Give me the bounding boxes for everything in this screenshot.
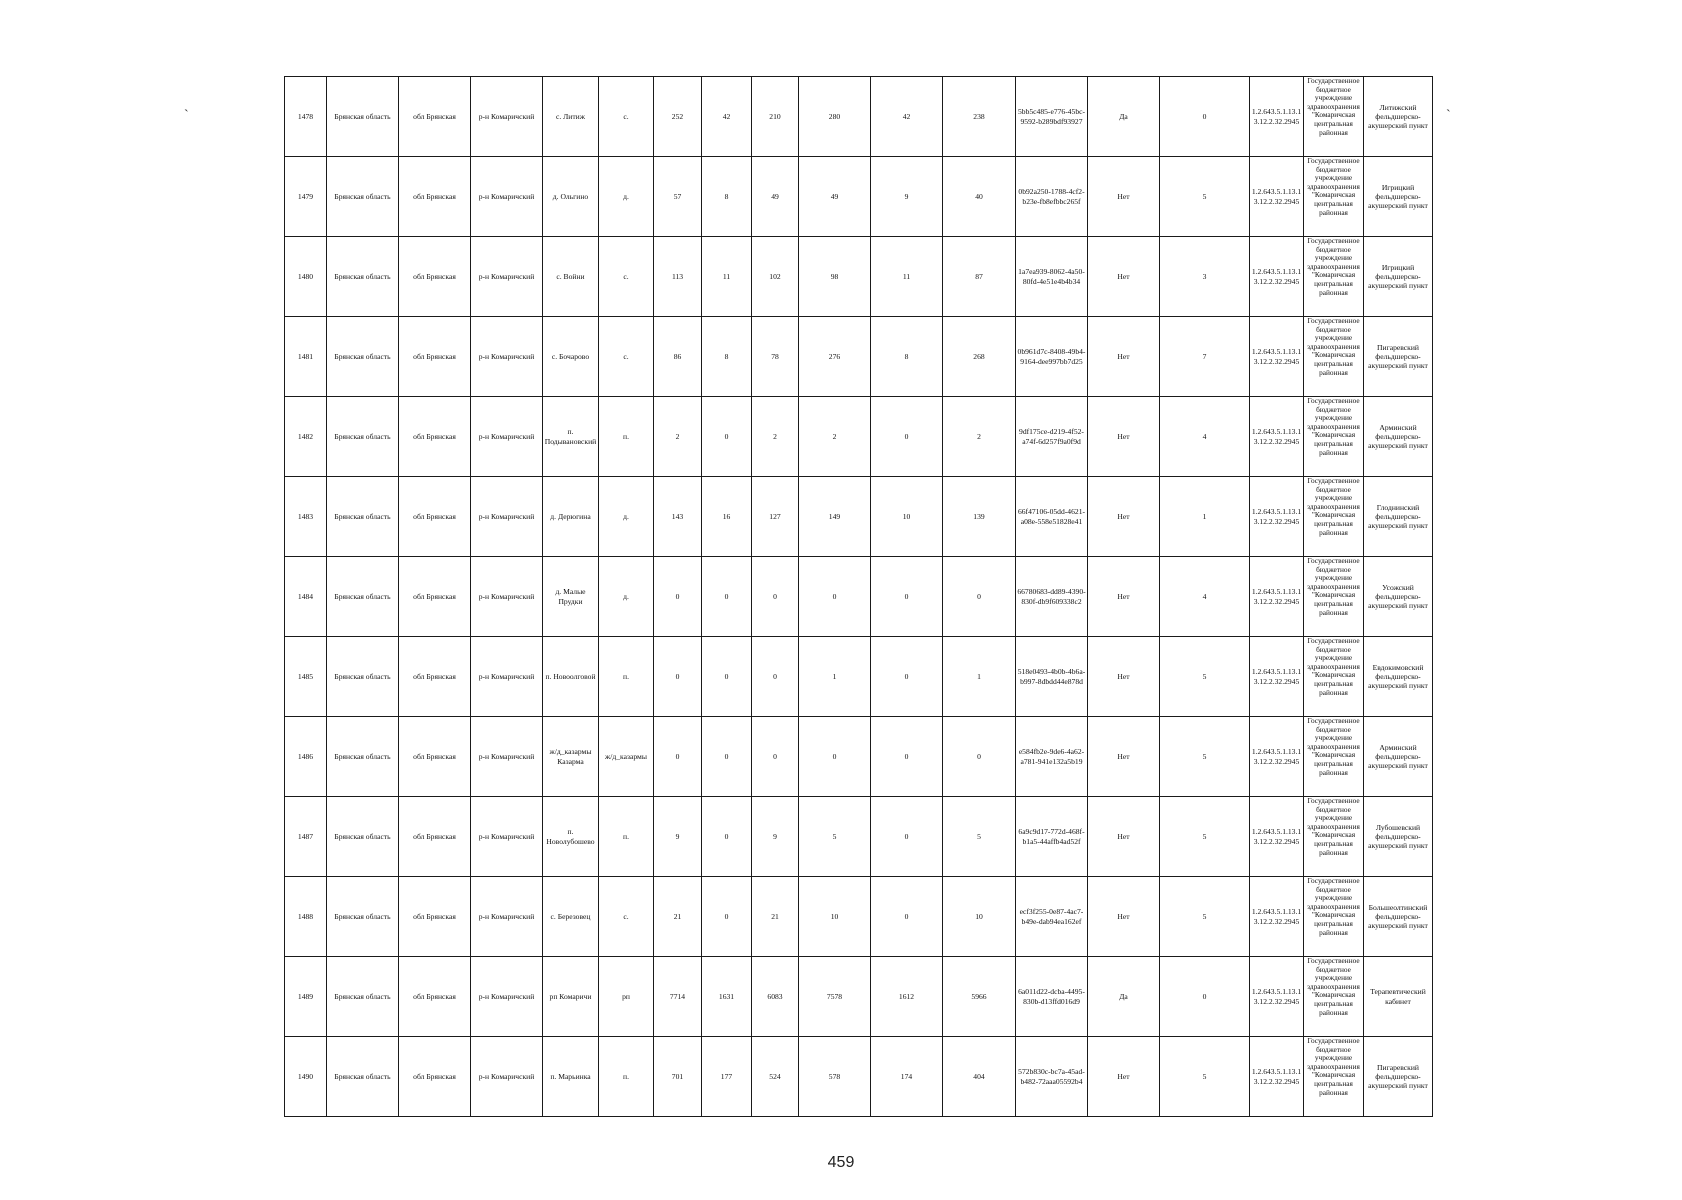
- cell-settlement: д. Ольгино: [543, 157, 599, 237]
- cell-region: Брянская область: [327, 797, 399, 877]
- cell-count: 0: [1160, 77, 1250, 157]
- cell-settlement: рп Комаричи: [543, 957, 599, 1037]
- cell-oblast: обл Брянская: [399, 237, 471, 317]
- cell-v4: 149: [799, 477, 871, 557]
- cell-v2: 42: [702, 77, 752, 157]
- cell-v6: 10: [943, 877, 1016, 957]
- cell-type: рп: [599, 957, 654, 1037]
- cell-guid: ecf3f255-0e87-4ac7-b49e-dab94ea162ef: [1016, 877, 1088, 957]
- cell-unit: Евдокимовский фельдшерско-акушерский пункт: [1364, 637, 1433, 717]
- cell-v3: 0: [752, 557, 799, 637]
- document-sheet: [284, 76, 1428, 1117]
- cell-v4: 5: [799, 797, 871, 877]
- cell-type: с.: [599, 237, 654, 317]
- cell-v4: 1: [799, 637, 871, 717]
- cell-oblast: обл Брянская: [399, 717, 471, 797]
- cell-org: Государственное бюджетное учреждение здравоохранения "Комаричская центральная районная: [1304, 397, 1364, 477]
- cell-district: р-н Комаричский: [471, 397, 543, 477]
- cell-type: д.: [599, 157, 654, 237]
- cell-flag: Нет: [1088, 157, 1160, 237]
- cell-type: п.: [599, 797, 654, 877]
- cell-v2: 0: [702, 637, 752, 717]
- cell-guid: 1a7ea939-8062-4a50-80fd-4e51e4b4b34: [1016, 237, 1088, 317]
- cell-org: Государственное бюджетное учреждение здравоохранения "Комаричская центральная районная: [1304, 317, 1364, 397]
- cell-type: д.: [599, 477, 654, 557]
- cell-guid: 6a011d22-dcba-4495-830b-d13ffd016d9: [1016, 957, 1088, 1037]
- cell-num: 1490: [285, 1037, 327, 1117]
- cell-v6: 139: [943, 477, 1016, 557]
- cell-v1: 9: [654, 797, 702, 877]
- cell-v3: 2: [752, 397, 799, 477]
- cell-flag: Нет: [1088, 877, 1160, 957]
- cell-district: р-н Комаричский: [471, 157, 543, 237]
- cell-guid: 518e0493-4b0b-4b6a-b997-8dbdd44e878d: [1016, 637, 1088, 717]
- cell-region: Брянская область: [327, 237, 399, 317]
- cell-v3: 102: [752, 237, 799, 317]
- cell-code: 1.2.643.5.1.13.13.12.2.32.2945: [1250, 237, 1304, 317]
- cell-v5: 0: [871, 637, 943, 717]
- scan-mark-left: `: [184, 108, 189, 123]
- cell-oblast: обл Брянская: [399, 397, 471, 477]
- cell-v6: 40: [943, 157, 1016, 237]
- table-row: [285, 77, 1433, 157]
- cell-org: Государственное бюджетное учреждение здравоохранения "Комаричская центральная районная: [1304, 877, 1364, 957]
- cell-v5: 42: [871, 77, 943, 157]
- scan-mark-right: `: [1446, 108, 1451, 123]
- cell-v5: 8: [871, 317, 943, 397]
- cell-count: 1: [1160, 477, 1250, 557]
- cell-unit: Игрицкий фельдшерско-акушерский пункт: [1364, 157, 1433, 237]
- cell-oblast: обл Брянская: [399, 637, 471, 717]
- cell-region: Брянская область: [327, 397, 399, 477]
- cell-v4: 578: [799, 1037, 871, 1117]
- cell-flag: Нет: [1088, 717, 1160, 797]
- cell-v5: 174: [871, 1037, 943, 1117]
- cell-num: 1478: [285, 77, 327, 157]
- cell-guid: e584fb2e-9de6-4a62-a781-941e132a5b19: [1016, 717, 1088, 797]
- cell-district: р-н Комаричский: [471, 637, 543, 717]
- cell-v5: 10: [871, 477, 943, 557]
- cell-district: р-н Комаричский: [471, 477, 543, 557]
- cell-org: Государственное бюджетное учреждение здравоохранения "Комаричская центральная районная: [1304, 637, 1364, 717]
- cell-guid: 6a9c9d17-772d-468f-b1a5-44affb4ad52f: [1016, 797, 1088, 877]
- cell-region: Брянская область: [327, 157, 399, 237]
- cell-count: 5: [1160, 1037, 1250, 1117]
- cell-num: 1481: [285, 317, 327, 397]
- cell-num: 1483: [285, 477, 327, 557]
- cell-v2: 8: [702, 317, 752, 397]
- cell-code: 1.2.643.5.1.13.13.12.2.32.2945: [1250, 317, 1304, 397]
- cell-district: р-н Комаричский: [471, 1037, 543, 1117]
- cell-settlement: п. Новоолговой: [543, 637, 599, 717]
- cell-org: Государственное бюджетное учреждение здравоохранения "Комаричская центральная районная: [1304, 237, 1364, 317]
- cell-v4: 276: [799, 317, 871, 397]
- cell-v4: 2: [799, 397, 871, 477]
- cell-count: 5: [1160, 717, 1250, 797]
- cell-v6: 0: [943, 557, 1016, 637]
- cell-district: р-н Комаричский: [471, 317, 543, 397]
- cell-num: 1488: [285, 877, 327, 957]
- cell-v6: 268: [943, 317, 1016, 397]
- cell-v5: 0: [871, 717, 943, 797]
- cell-unit: Литижский фельдшерско-акушерский пункт: [1364, 77, 1433, 157]
- cell-unit: Лубошевский фельдшерско-акушерский пункт: [1364, 797, 1433, 877]
- cell-v4: 280: [799, 77, 871, 157]
- cell-type: п.: [599, 397, 654, 477]
- cell-flag: Нет: [1088, 797, 1160, 877]
- cell-v5: 0: [871, 557, 943, 637]
- cell-unit: Усожский фельдшерско-акушерский пункт: [1364, 557, 1433, 637]
- cell-guid: 66780683-dd89-4390-830f-db9f609338c2: [1016, 557, 1088, 637]
- cell-count: 3: [1160, 237, 1250, 317]
- cell-num: 1489: [285, 957, 327, 1037]
- cell-type: с.: [599, 877, 654, 957]
- cell-oblast: обл Брянская: [399, 797, 471, 877]
- cell-oblast: обл Брянская: [399, 317, 471, 397]
- cell-v6: 1: [943, 637, 1016, 717]
- table-row: [285, 1037, 1433, 1117]
- cell-org: Государственное бюджетное учреждение здравоохранения "Комаричская центральная районная: [1304, 477, 1364, 557]
- cell-v6: 87: [943, 237, 1016, 317]
- cell-code: 1.2.643.5.1.13.13.12.2.32.2945: [1250, 717, 1304, 797]
- cell-code: 1.2.643.5.1.13.13.12.2.32.2945: [1250, 557, 1304, 637]
- cell-code: 1.2.643.5.1.13.13.12.2.32.2945: [1250, 957, 1304, 1037]
- cell-v2: 11: [702, 237, 752, 317]
- cell-region: Брянская область: [327, 717, 399, 797]
- cell-v3: 9: [752, 797, 799, 877]
- cell-v2: 177: [702, 1037, 752, 1117]
- table-row: [285, 317, 1433, 397]
- cell-type: с.: [599, 77, 654, 157]
- cell-unit: Пигаревский фельдшерско-акушерский пункт: [1364, 317, 1433, 397]
- cell-num: 1482: [285, 397, 327, 477]
- cell-guid: 9df175ce-d219-4f52-a74f-6d257f9a0f9d: [1016, 397, 1088, 477]
- cell-guid: 0b92a250-1788-4cf2-b23e-fb8efbbc265f: [1016, 157, 1088, 237]
- cell-count: 5: [1160, 637, 1250, 717]
- cell-v4: 0: [799, 557, 871, 637]
- cell-count: 4: [1160, 397, 1250, 477]
- cell-v3: 0: [752, 637, 799, 717]
- cell-guid: 572b830c-bc7a-45ad-b482-72aaa05592b4: [1016, 1037, 1088, 1117]
- cell-org: Государственное бюджетное учреждение здравоохранения "Комаричская центральная районная: [1304, 717, 1364, 797]
- cell-v3: 0: [752, 717, 799, 797]
- cell-district: р-н Комаричский: [471, 797, 543, 877]
- cell-v2: 0: [702, 557, 752, 637]
- cell-unit: Арминский фельдшерско-акушерский пункт: [1364, 717, 1433, 797]
- cell-v2: 1631: [702, 957, 752, 1037]
- cell-v3: 524: [752, 1037, 799, 1117]
- cell-count: 5: [1160, 797, 1250, 877]
- cell-v2: 8: [702, 157, 752, 237]
- cell-region: Брянская область: [327, 957, 399, 1037]
- cell-region: Брянская область: [327, 1037, 399, 1117]
- cell-v1: 143: [654, 477, 702, 557]
- cell-v3: 127: [752, 477, 799, 557]
- settlements-table: [284, 76, 1433, 1117]
- cell-district: р-н Комаричский: [471, 237, 543, 317]
- table-row: [285, 557, 1433, 637]
- cell-v6: 5: [943, 797, 1016, 877]
- cell-v2: 0: [702, 397, 752, 477]
- cell-guid: 0b961d7c-8408-49b4-9164-dee997bb7d25: [1016, 317, 1088, 397]
- cell-region: Брянская область: [327, 317, 399, 397]
- cell-oblast: обл Брянская: [399, 157, 471, 237]
- cell-num: 1480: [285, 237, 327, 317]
- cell-v4: 7578: [799, 957, 871, 1037]
- cell-settlement: ж/д_казармы Казарма: [543, 717, 599, 797]
- cell-v1: 0: [654, 637, 702, 717]
- cell-v3: 78: [752, 317, 799, 397]
- cell-v5: 11: [871, 237, 943, 317]
- cell-settlement: с. Войни: [543, 237, 599, 317]
- cell-district: р-н Комаричский: [471, 557, 543, 637]
- cell-org: Государственное бюджетное учреждение здравоохранения "Комаричская центральная районная: [1304, 157, 1364, 237]
- cell-flag: Нет: [1088, 637, 1160, 717]
- cell-v5: 9: [871, 157, 943, 237]
- cell-num: 1486: [285, 717, 327, 797]
- cell-v1: 21: [654, 877, 702, 957]
- cell-v6: 5966: [943, 957, 1016, 1037]
- cell-region: Брянская область: [327, 637, 399, 717]
- table-row: [285, 637, 1433, 717]
- cell-count: 7: [1160, 317, 1250, 397]
- cell-guid: 5bb5c485-e776-45bc-9592-b289bdf93927: [1016, 77, 1088, 157]
- cell-v1: 86: [654, 317, 702, 397]
- cell-v4: 10: [799, 877, 871, 957]
- table-row: [285, 797, 1433, 877]
- cell-code: 1.2.643.5.1.13.13.12.2.32.2945: [1250, 1037, 1304, 1117]
- cell-count: 4: [1160, 557, 1250, 637]
- cell-oblast: обл Брянская: [399, 957, 471, 1037]
- cell-v6: 238: [943, 77, 1016, 157]
- cell-unit: Большеолтинский фельдшерско-акушерский пункт: [1364, 877, 1433, 957]
- cell-flag: Нет: [1088, 1037, 1160, 1117]
- cell-settlement: д. Дерюгина: [543, 477, 599, 557]
- cell-flag: Нет: [1088, 477, 1160, 557]
- cell-v6: 404: [943, 1037, 1016, 1117]
- cell-type: п.: [599, 637, 654, 717]
- cell-oblast: обл Брянская: [399, 77, 471, 157]
- cell-type: п.: [599, 1037, 654, 1117]
- cell-v3: 21: [752, 877, 799, 957]
- cell-flag: Нет: [1088, 317, 1160, 397]
- cell-flag: Нет: [1088, 237, 1160, 317]
- cell-org: Государственное бюджетное учреждение здравоохранения "Комаричская центральная районная: [1304, 77, 1364, 157]
- cell-unit: Арминский фельдшерско-акушерский пункт: [1364, 397, 1433, 477]
- cell-settlement: п. Подывановский: [543, 397, 599, 477]
- cell-v3: 6083: [752, 957, 799, 1037]
- table-row: [285, 157, 1433, 237]
- cell-num: 1484: [285, 557, 327, 637]
- cell-v5: 0: [871, 797, 943, 877]
- table-body: [285, 77, 1433, 1117]
- cell-code: 1.2.643.5.1.13.13.12.2.32.2945: [1250, 477, 1304, 557]
- cell-count: 5: [1160, 157, 1250, 237]
- cell-v1: 7714: [654, 957, 702, 1037]
- cell-settlement: с. Литиж: [543, 77, 599, 157]
- cell-org: Государственное бюджетное учреждение здравоохранения "Комаричская центральная районная: [1304, 1037, 1364, 1117]
- cell-v4: 98: [799, 237, 871, 317]
- cell-region: Брянская область: [327, 77, 399, 157]
- cell-num: 1487: [285, 797, 327, 877]
- cell-v1: 113: [654, 237, 702, 317]
- cell-code: 1.2.643.5.1.13.13.12.2.32.2945: [1250, 77, 1304, 157]
- cell-type: с.: [599, 317, 654, 397]
- table-row: [285, 477, 1433, 557]
- cell-v5: 1612: [871, 957, 943, 1037]
- cell-v2: 0: [702, 797, 752, 877]
- table-row: [285, 397, 1433, 477]
- cell-count: 0: [1160, 957, 1250, 1037]
- cell-code: 1.2.643.5.1.13.13.12.2.32.2945: [1250, 797, 1304, 877]
- cell-oblast: обл Брянская: [399, 1037, 471, 1117]
- cell-district: р-н Комаричский: [471, 877, 543, 957]
- cell-region: Брянская область: [327, 557, 399, 637]
- cell-v1: 252: [654, 77, 702, 157]
- cell-v6: 2: [943, 397, 1016, 477]
- cell-v1: 0: [654, 557, 702, 637]
- cell-district: р-н Комаричский: [471, 957, 543, 1037]
- cell-code: 1.2.643.5.1.13.13.12.2.32.2945: [1250, 637, 1304, 717]
- cell-district: р-н Комаричский: [471, 717, 543, 797]
- cell-settlement: д. Малые Прудки: [543, 557, 599, 637]
- cell-unit: Глоднинский фельдшерско-акушерский пункт: [1364, 477, 1433, 557]
- cell-flag: Да: [1088, 77, 1160, 157]
- cell-unit: Терапевтический кабинет: [1364, 957, 1433, 1037]
- cell-v3: 49: [752, 157, 799, 237]
- cell-v6: 0: [943, 717, 1016, 797]
- cell-settlement: с. Березовец: [543, 877, 599, 957]
- cell-v1: 57: [654, 157, 702, 237]
- cell-num: 1479: [285, 157, 327, 237]
- cell-org: Государственное бюджетное учреждение здравоохранения "Комаричская центральная районная: [1304, 797, 1364, 877]
- table-row: [285, 957, 1433, 1037]
- cell-v5: 0: [871, 397, 943, 477]
- table-row: [285, 237, 1433, 317]
- cell-unit: Игрицкий фельдшерско-акушерский пункт: [1364, 237, 1433, 317]
- cell-district: р-н Комаричский: [471, 77, 543, 157]
- cell-oblast: обл Брянская: [399, 477, 471, 557]
- cell-code: 1.2.643.5.1.13.13.12.2.32.2945: [1250, 397, 1304, 477]
- cell-org: Государственное бюджетное учреждение здравоохранения "Комаричская центральная районная: [1304, 957, 1364, 1037]
- cell-flag: Да: [1088, 957, 1160, 1037]
- cell-v2: 16: [702, 477, 752, 557]
- page-number: 459: [827, 1154, 855, 1171]
- cell-code: 1.2.643.5.1.13.13.12.2.32.2945: [1250, 877, 1304, 957]
- cell-region: Брянская область: [327, 877, 399, 957]
- cell-v2: 0: [702, 877, 752, 957]
- cell-org: Государственное бюджетное учреждение здравоохранения "Комаричская центральная районная: [1304, 557, 1364, 637]
- cell-v1: 0: [654, 717, 702, 797]
- cell-v4: 49: [799, 157, 871, 237]
- cell-oblast: обл Брянская: [399, 877, 471, 957]
- cell-v1: 701: [654, 1037, 702, 1117]
- cell-v2: 0: [702, 717, 752, 797]
- cell-settlement: с. Бочарово: [543, 317, 599, 397]
- cell-unit: Пигаревский фельдшерско-акушерский пункт: [1364, 1037, 1433, 1117]
- cell-num: 1485: [285, 637, 327, 717]
- cell-code: 1.2.643.5.1.13.13.12.2.32.2945: [1250, 157, 1304, 237]
- cell-settlement: п. Новолубошево: [543, 797, 599, 877]
- cell-v5: 0: [871, 877, 943, 957]
- cell-type: д.: [599, 557, 654, 637]
- table-row: [285, 717, 1433, 797]
- cell-v1: 2: [654, 397, 702, 477]
- cell-guid: 66f47106-05dd-4621-a08e-558e51828e41: [1016, 477, 1088, 557]
- table-row: [285, 877, 1433, 957]
- cell-flag: Нет: [1088, 397, 1160, 477]
- cell-region: Брянская область: [327, 477, 399, 557]
- cell-count: 5: [1160, 877, 1250, 957]
- cell-type: ж/д_казармы: [599, 717, 654, 797]
- cell-v3: 210: [752, 77, 799, 157]
- cell-flag: Нет: [1088, 557, 1160, 637]
- cell-oblast: обл Брянская: [399, 557, 471, 637]
- cell-settlement: п. Марьинка: [543, 1037, 599, 1117]
- cell-v4: 0: [799, 717, 871, 797]
